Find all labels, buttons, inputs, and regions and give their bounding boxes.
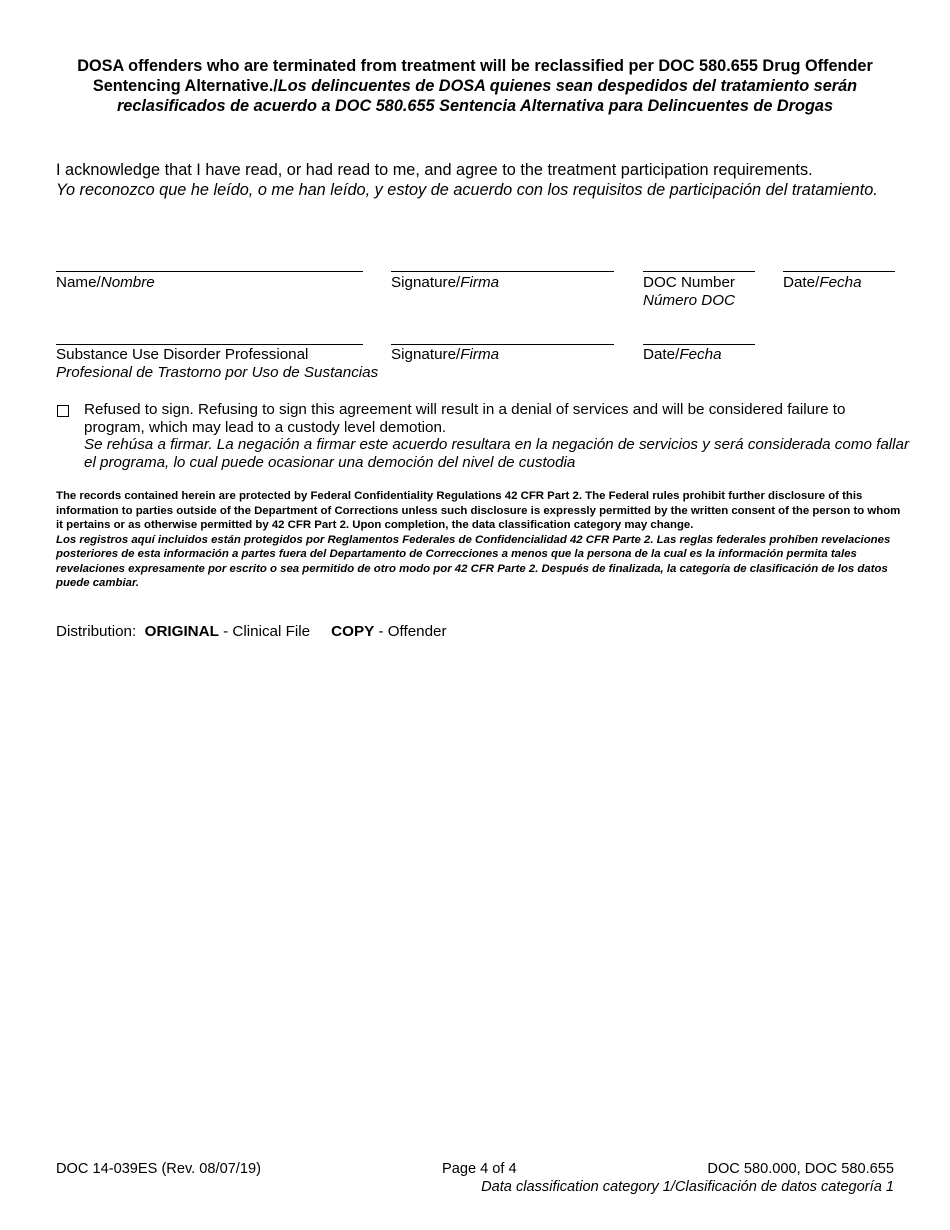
doc-number-line[interactable] bbox=[643, 271, 755, 272]
acknowledgment-english: I acknowledge that I have read, or had read to me, and agree to the treatment participation requirements. bbox=[56, 161, 813, 179]
professional-name-line[interactable] bbox=[56, 344, 363, 345]
refused-to-sign-checkbox[interactable] bbox=[57, 405, 69, 417]
offender-name-label: Name/Nombre bbox=[56, 274, 155, 291]
refused-spanish: Se rehúsa a firmar. La negación a firmar este acuerdo resultara en la negación de servicios y será considerada como fallar el programa, lo cual puede ocasionar una democión del nivel de custodia bbox=[84, 436, 910, 471]
heading-english: DOSA offenders who are terminated from treatment will be reclassified per DOC 580.655 Drug Offender Sentencing Alternative./ bbox=[77, 57, 873, 95]
footer-page-number: Page 4 of 4 bbox=[442, 1161, 517, 1177]
distribution-original-dest: - Clinical File bbox=[223, 623, 311, 640]
professional-signature-label: Signature/Firma bbox=[391, 346, 500, 363]
offender-date-line[interactable] bbox=[783, 271, 895, 272]
distribution-label: Distribution: bbox=[56, 623, 137, 640]
doc-number-label: DOC Number Número DOC bbox=[643, 274, 735, 309]
offender-name-line[interactable] bbox=[56, 271, 363, 272]
confidentiality-spanish: Los registros aquí incluidos están protegidos por Reglamentos Federales de Confidencialidad 42 CFR Parte 2. Las reglas federales prohíben revelaciones posteriores de esta información a partes fuera del Departamento de Correcciones a menos que la persona de la cual es la información permita tales revelaciones expresamente por escrito o sea permitido de otro modo por 42 CFR Parte 2. Después de finalizada, la categoría de clasificación de los datos puede cambiar. bbox=[56, 533, 891, 589]
distribution-line bbox=[56, 623, 447, 641]
confidentiality-notice bbox=[56, 489, 906, 591]
confidentiality-english: The records contained herein are protected by Federal Confidentiality Regulations 42 CFR Part 2. The Federal rules prohibit further disclosure of this information to parties outside of the Department of Corrections unless such disclosure is expressly permitted by the written consent of the person to whom it pertains or as otherwise permitted by 42 CFR Part 2. Upon completion, the data classification category may change. bbox=[56, 490, 901, 531]
footer-data-classification: Data classification category 1/Clasificación de datos categoría 1 bbox=[481, 1179, 894, 1195]
distribution-original: ORIGINAL bbox=[144, 623, 219, 640]
professional-signature-line[interactable] bbox=[391, 344, 614, 345]
refused-english: Refused to sign. Refusing to sign this agreement will result in a denial of services and will be considered failure to program, which may lead to a custody level demotion. bbox=[84, 401, 846, 436]
acknowledgment-spanish: Yo reconozco que he leído, o me han leído, y estoy de acuerdo con los requisitos de participación del tratamiento. bbox=[56, 180, 878, 199]
footer-form-id: DOC 14-039ES (Rev. 08/07/19) bbox=[56, 1161, 261, 1177]
offender-signature-label: Signature/Firma bbox=[391, 274, 500, 291]
acknowledgment-statement bbox=[56, 161, 906, 200]
page-heading bbox=[50, 56, 900, 116]
heading-spanish: Los delincuentes de DOSA quienes sean despedidos del tratamiento serán reclasificados de acuerdo a DOC 580.655 Sentencia Alternativa para Delincuentes de Drogas bbox=[116, 77, 858, 115]
offender-signature-line[interactable] bbox=[391, 271, 614, 272]
offender-date-label: Date/Fecha bbox=[783, 274, 862, 291]
refused-to-sign-statement bbox=[84, 401, 910, 471]
distribution-copy: COPY bbox=[331, 623, 375, 640]
professional-date-label: Date/Fecha bbox=[643, 346, 722, 363]
distribution-copy-dest: - Offender bbox=[378, 623, 447, 640]
professional-name-label: Substance Use Disorder Professional Profesional de Trastorno por Uso de Sustancias bbox=[56, 346, 379, 381]
footer-policies: DOC 580.000, DOC 580.655 bbox=[707, 1161, 894, 1177]
professional-date-line[interactable] bbox=[643, 344, 755, 345]
